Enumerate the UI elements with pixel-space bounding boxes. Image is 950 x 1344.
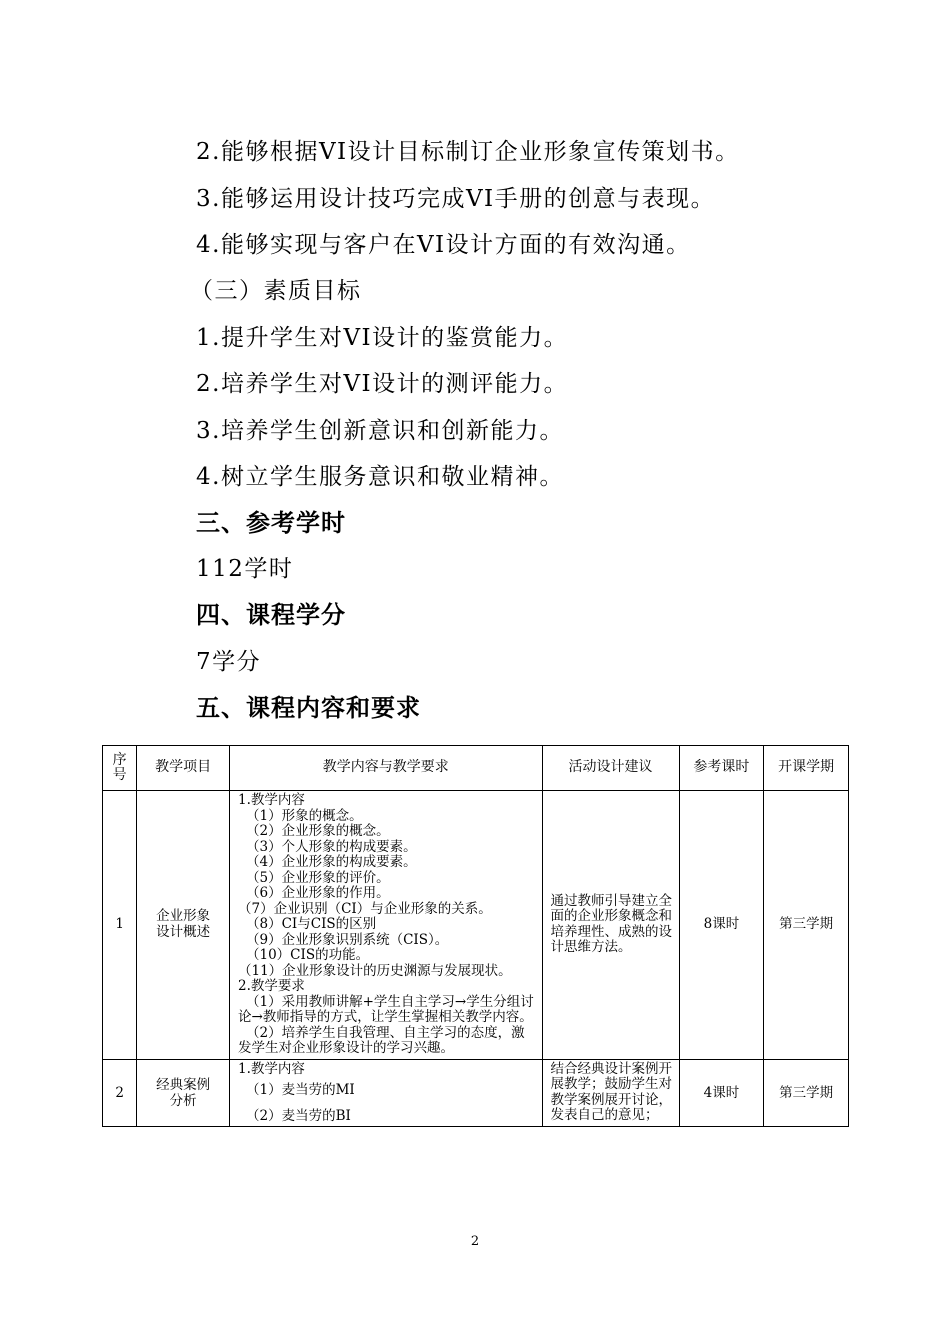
row-seq: 1 xyxy=(103,791,137,1060)
skill-goal-3: 3.能够运用设计技巧完成VI手册的创意与表现。 xyxy=(196,186,716,212)
section-4-value: 7学分 xyxy=(196,649,262,675)
quality-goal-heading: （三）素质目标 xyxy=(190,278,362,304)
section-4-heading: 四、课程学分 xyxy=(196,601,346,629)
row-term: 第三学期 xyxy=(764,1059,849,1127)
content-line: （5）企业形象的评价。 xyxy=(246,869,390,886)
content-line: （1）麦当劳的MI xyxy=(246,1082,355,1098)
header-hours: 参考课时 xyxy=(679,746,764,791)
row-activity: 结合经典设计案例开展教学；鼓励学生对教学案例展开讨论，发表自己的意见； xyxy=(542,1059,679,1127)
section-3-heading: 三、参考学时 xyxy=(196,509,346,537)
content-line: （1）形象的概念。 xyxy=(246,807,363,824)
content-line: （7）企业识别（CI）与企业形象的关系。 xyxy=(238,900,492,917)
content-line: （6）企业形象的作用。 xyxy=(246,885,390,901)
content-line: （11）企业形象设计的历史渊源与发展现状。 xyxy=(238,962,512,979)
page-number: 2 xyxy=(470,1234,480,1249)
quality-goal-3: 3.培养学生创新意识和创新能力。 xyxy=(196,418,564,444)
header-seq: 序号 xyxy=(103,746,137,791)
quality-goal-4: 4.树立学生服务意识和敬业精神。 xyxy=(196,464,564,490)
table-header-row xyxy=(103,746,849,791)
row-hours: 4课时 xyxy=(679,1059,764,1127)
content-line: （2）麦当劳的BI xyxy=(246,1107,351,1124)
row-hours: 8课时 xyxy=(679,791,764,1060)
row-seq: 2 xyxy=(103,1059,137,1127)
row-item: 经典案例分析 xyxy=(137,1059,230,1127)
table-row xyxy=(103,1059,849,1127)
skill-goal-2: 2.能够根据VI设计目标制订企业形象宣传策划书。 xyxy=(196,139,740,165)
content-line: （3）个人形象的构成要素。 xyxy=(246,838,417,855)
quality-goal-1: 1.提升学生对VI设计的鉴赏能力。 xyxy=(196,325,569,351)
content-line: 1.教学内容 xyxy=(238,1060,305,1077)
content-line: （2）培养学生自我管理、自主学习的态度，激发学生对企业形象设计的学习兴趣。 xyxy=(238,1024,525,1056)
header-content: 教学内容与教学要求 xyxy=(230,746,543,791)
content-line: （1）采用教师讲解+学生自主学习→学生分组讨论→教师指导的方式，让学生掌握相关教学内容。 xyxy=(238,993,534,1025)
content-line: （2）企业形象的概念。 xyxy=(246,823,390,839)
section-5-heading: 五、课程内容和要求 xyxy=(196,694,421,722)
section-3-value: 112学时 xyxy=(196,556,294,582)
row-term: 第三学期 xyxy=(764,791,849,1060)
header-term: 开课学期 xyxy=(764,746,849,791)
skill-goal-4: 4.能够实现与客户在VI设计方面的有效沟通。 xyxy=(196,232,691,258)
quality-goal-2: 2.培养学生对VI设计的测评能力。 xyxy=(196,371,569,397)
table-row xyxy=(103,791,849,1060)
header-activity: 活动设计建议 xyxy=(542,746,679,791)
header-item: 教学项目 xyxy=(137,746,230,791)
content-line: （9）企业形象识别系统（CIS）。 xyxy=(246,931,449,948)
content-line: （8）CI与CIS的区别 xyxy=(246,916,377,932)
row-activity: 通过教师引导建立全面的企业形象概念和培养理性、成熟的设计思维方法。 xyxy=(542,791,679,1060)
course-content-table xyxy=(102,745,849,1127)
content-line: （10）CIS的功能。 xyxy=(246,947,370,963)
row-content xyxy=(230,791,543,1060)
content-line: 2.教学要求 xyxy=(238,978,305,994)
content-line: （4）企业形象的构成要素。 xyxy=(246,854,417,870)
row-content xyxy=(230,1059,543,1127)
content-line: 1.教学内容 xyxy=(238,792,305,808)
row-item: 企业形象设计概述 xyxy=(137,791,230,1060)
